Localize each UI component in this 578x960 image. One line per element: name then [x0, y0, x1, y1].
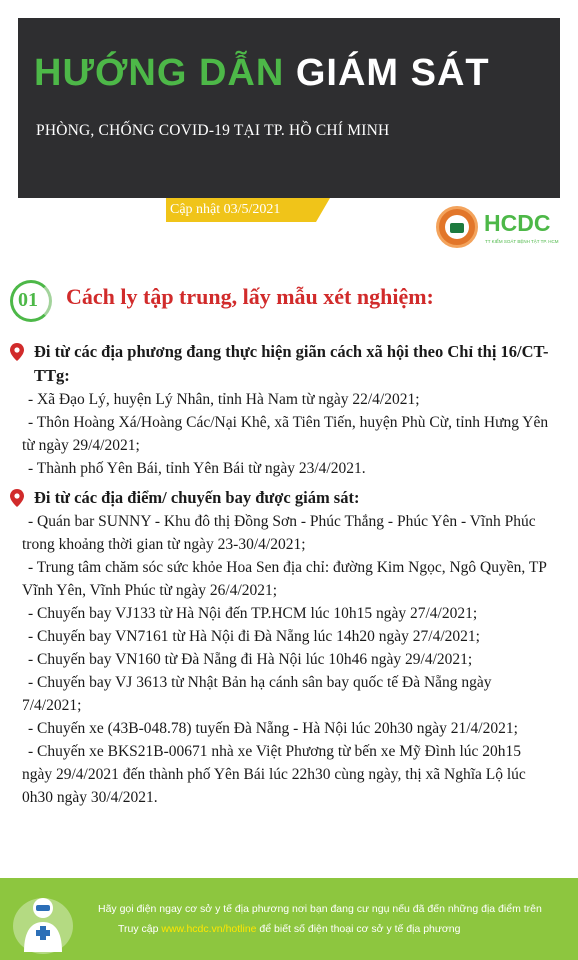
logo-text: HCDC — [484, 210, 551, 236]
update-badge: Cập nhật 03/5/2021 — [166, 198, 316, 222]
list-item: - Quán bar SUNNY - Khu đô thị Đồng Sơn - Phúc Thắng - Phúc Yên - Vĩnh Phúc — [28, 513, 536, 530]
section-header — [8, 278, 568, 324]
section-number-badge — [8, 278, 56, 322]
list-item: trong khoảng thời gian từ ngày 23-30/4/2021; — [22, 536, 306, 553]
list-item: - Chuyến bay VN160 từ Đà Nẵng đi Hà Nội lúc 10h46 ngày 29/4/2021; — [28, 651, 473, 668]
footer-hotline: Truy cập www.hcdc.vn/hotline để biết số điện thoại cơ sở y tế địa phương — [118, 923, 461, 935]
page-subtitle: PHÒNG, CHỐNG COVID-19 TẠI TP. HỒ CHÍ MINH — [36, 122, 390, 139]
list-item: từ ngày 29/4/2021; — [22, 437, 140, 454]
list-item: - Trung tâm chăm sóc sức khỏe Hoa Sen địa chỉ: đường Kim Ngọc, Ngô Quyền, TP — [28, 559, 547, 576]
block-list — [8, 510, 568, 809]
footer-notice: Hãy gọi điện ngay cơ sở y tế địa phương nơi bạn đang cư ngụ nếu đã đến những địa điểm trên — [98, 903, 542, 915]
update-badge-tail — [316, 198, 330, 222]
list-item: Vĩnh Yên, Vĩnh Phúc từ ngày 26/4/2021; — [22, 582, 278, 599]
title-green: HƯỚNG DẪN — [34, 52, 285, 94]
location-pin-icon — [10, 343, 24, 361]
hotline-link[interactable]: www.hcdc.vn/hotline — [161, 923, 257, 935]
block-heading: Đi từ các địa điểm/ chuyến bay được giám sát: — [34, 488, 360, 507]
list-item: - Chuyến bay VN7161 từ Hà Nội đi Đà Nẵng lúc 14h20 ngày 27/4/2021; — [28, 628, 480, 645]
page-title — [34, 52, 490, 95]
location-pin-icon — [10, 489, 24, 507]
list-item: - Chuyến bay VJ 3613 từ Nhật Bản hạ cánh sân bay quốc tế Đà Nẵng ngày — [28, 674, 492, 691]
hcdc-logo — [436, 206, 560, 250]
list-item: - Thành phố Yên Bái, tỉnh Yên Bái từ ngày 23/4/2021. — [28, 460, 366, 477]
list-item: - Chuyến bay VJ133 từ Hà Nội đến TP.HCM lúc 10h15 ngày 27/4/2021; — [28, 605, 478, 622]
list-item: - Xã Đạo Lý, huyện Lý Nhân, tỉnh Hà Nam từ ngày 22/4/2021; — [28, 391, 420, 408]
list-item: ngày 29/4/2021 đến thành phố Yên Bái lúc 22h30 cùng ngày, thị xã Nghĩa Lộ lúc — [22, 766, 526, 783]
block-monitored-locations — [8, 486, 568, 809]
health-worker-icon — [10, 886, 76, 956]
block-heading: Đi từ các địa phương đang thực hiện giãn cách xã hội theo Chỉ thị 16/CT-TTg: — [34, 342, 549, 385]
list-item: - Chuyến xe BKS21B-00671 nhà xe Việt Phương từ bến xe Mỹ Đình lúc 20h15 — [28, 743, 522, 760]
block-lockdown-areas — [8, 340, 568, 480]
section-number: 01 — [18, 289, 38, 311]
section-title: Cách ly tập trung, lấy mẫu xét nghiệm: — [66, 284, 434, 309]
hcdc-logo-emblem-icon — [436, 206, 478, 248]
list-item: - Chuyến xe (43B-048.78) tuyến Đà Nẵng - Hà Nội lúc 20h30 ngày 21/4/2021; — [28, 720, 518, 737]
list-item: - Thôn Hoàng Xá/Hoàng Các/Nại Khê, xã Tiên Tiến, huyện Phù Cừ, tỉnh Hưng Yên — [28, 414, 549, 431]
logo-subtext: TT KIỂM SOÁT BỆNH TẬT TP. HCM — [485, 239, 559, 244]
list-item: 0h30 ngày 30/4/2021. — [22, 789, 158, 806]
header-banner — [18, 18, 560, 198]
footer — [0, 878, 578, 960]
title-white: GIÁM SÁT — [295, 52, 490, 94]
header — [0, 0, 578, 258]
block-list — [8, 388, 568, 480]
list-item: 7/4/2021; — [22, 697, 82, 714]
